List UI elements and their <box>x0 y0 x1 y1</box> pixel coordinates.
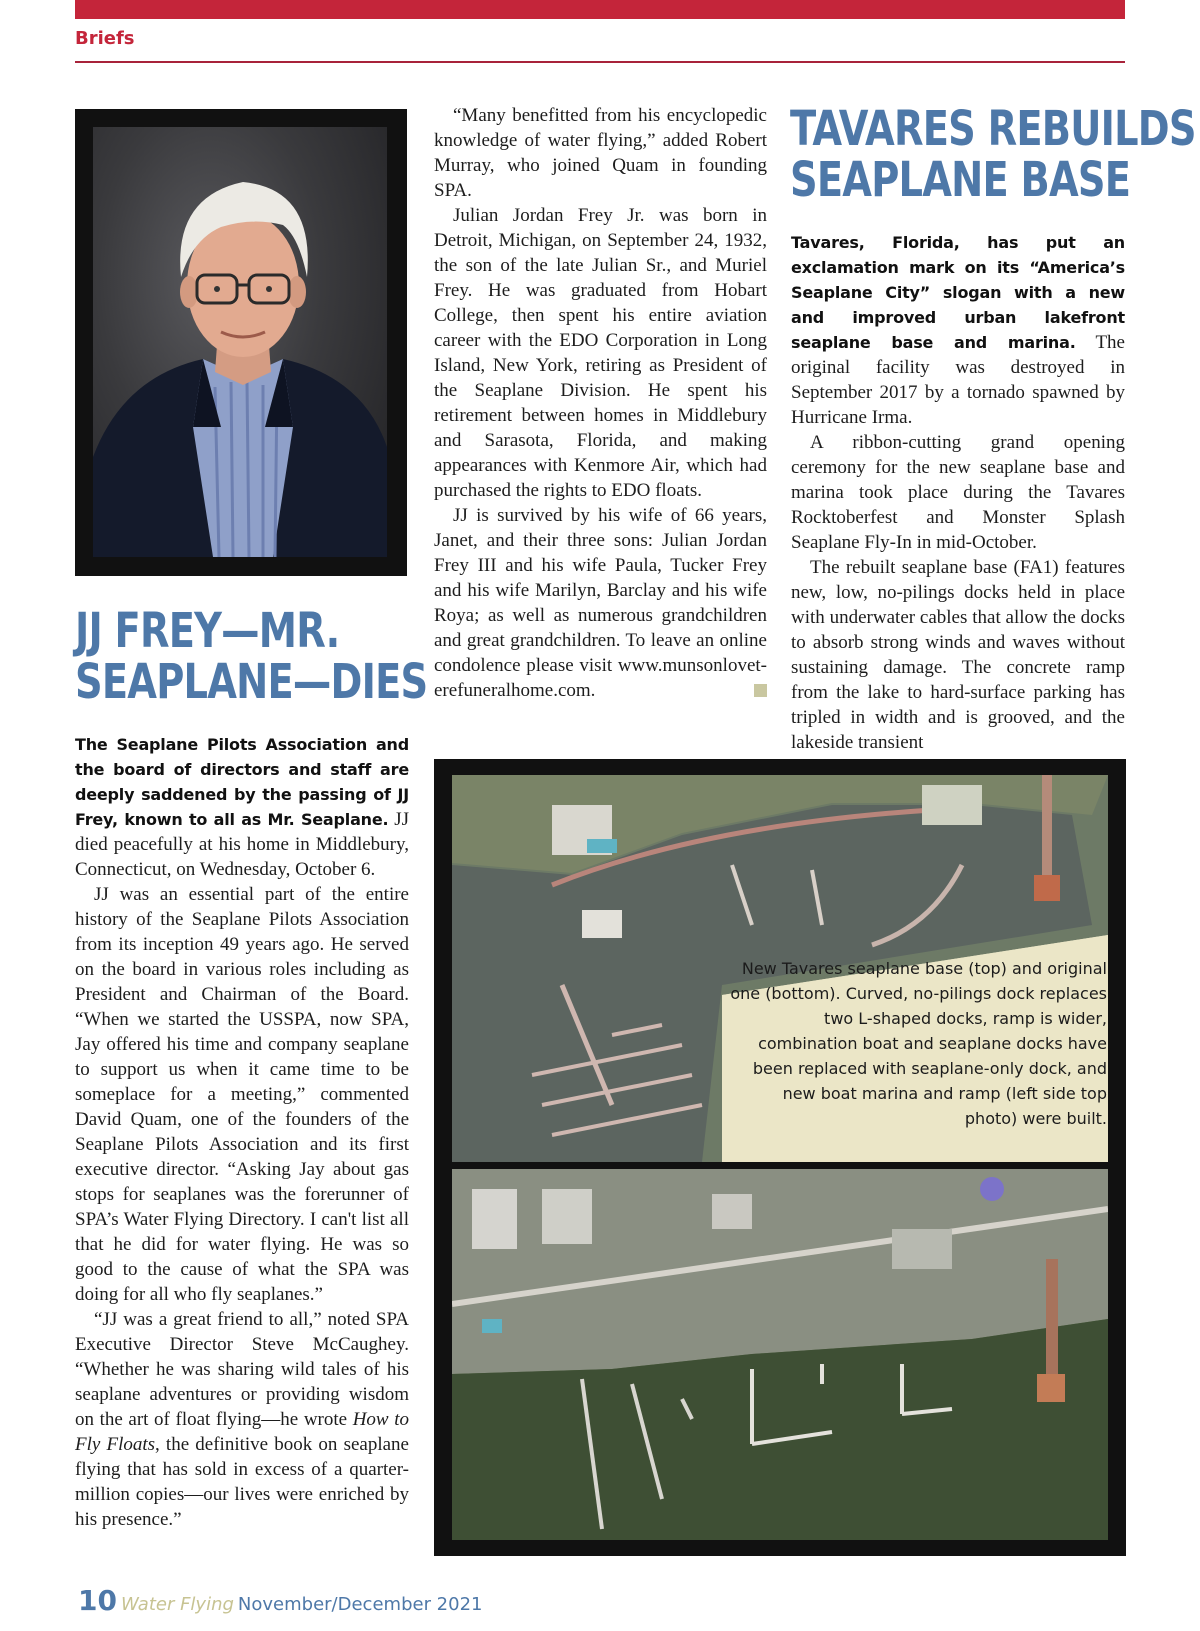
tavares-headline: TAVARES REBUILDS SEAPLANE BASE <box>790 101 1196 208</box>
book-title: How to Fly Floats <box>75 1409 409 1455</box>
portrait-illustration <box>93 127 387 557</box>
obituary-closing-text: JJ is survived by his wife of 66 years, Janet, and their three sons: Julian Jordan Frey III and his wife Paula, Tucker Frey and his wife Marilyn, Barclay and his wife Roya; as well as numerous grandchildren and great grandchildren. To leave an online condolence please visit www.munsonlovet-erefuneralhome.com. <box>434 505 767 701</box>
magazine-title: Water Flying <box>120 1594 234 1615</box>
tavares-lede-paragraph <box>791 230 1125 430</box>
obituary-lede-paragraph <box>75 732 409 882</box>
obituary-lede: The Seaplane Pilots Association and the board of directors and staff are deeply saddened by the passing of JJ Frey, known to all as Mr. Seaplane. <box>75 735 409 829</box>
obituary-paragraph: Julian Jordan Frey Jr. was born in Detroit, Michigan, on September 24, 1932, the son of the late Julian Sr., and Muriel Frey. He was graduated from Hobart College, then spent his entire aviation career with the EDO Corporation in Long Island, New York, retiring as President of the Seaplane Division. He spent his retirement between homes in Middlebury and Sarasota, Florida, and making appearances with Kenmore Air, which had purchased the rights to EDO floats. <box>434 205 767 501</box>
portrait-photo <box>75 109 407 576</box>
tavares-column <box>791 230 1125 755</box>
obituary-closing-paragraph <box>434 503 767 703</box>
section-label: Briefs <box>75 28 135 49</box>
tavares-paragraph: A ribbon-cutting grand opening ceremony for the new seaplane base and marina took place during the Tavares Rocktoberfest and Monster Splash Seaplane Fly-In in mid-October. <box>791 432 1125 553</box>
obituary-headline: JJ FREY—MR. SEAPLANE—DIES <box>75 603 428 710</box>
tavares-lede: Tavares, Florida, has put an exclamation mark on its “America’s Seaplane City” slogan with a new and improved urban lakefront seaplane base and marina. <box>791 233 1125 352</box>
tavares-paragraph: The rebuilt seaplane base (FA1) features new, low, no-pilings docks held in place with underwater cables that allow the docks to absorb strong winds and waves without sustaining damage. The concrete ramp from the lake to hard-surface parking has tripled in width and is grooved, and the lakeside transient <box>791 557 1125 753</box>
aerial-photo-figure <box>434 759 1126 1556</box>
obituary-quote-start: “JJ was a great friend to all,” noted SPA Executive Director Steve McCaughey. “Whether he was sharing wild tales of his seaplane adventures or providing wisdom on the art of float flying—he wrote <box>75 1309 409 1430</box>
obituary-quote-end: , the definitive book on seaplane flying that has sold in excess of a quarter-million copies—our lives were enriched by his presence.” <box>75 1434 409 1530</box>
figure-caption: New Tavares seaplane base (top) and original one (bottom). Curved, no-pilings dock replaces two L-shaped docks, ramp is wider, combination boat and seaplane docks have been replaced with seaplane-only dock, and new boat marina and ramp (left side top photo) were built. <box>730 959 1107 1128</box>
portrait-photo-icon <box>93 127 387 557</box>
top-accent-bar <box>75 0 1125 19</box>
obituary-paragraph: JJ was an essential part of the entire history of the Seaplane Pilots Association from its inception 49 years ago. He served on the board in various roles including as President and Chairman of the Board. “When we started the USSPA, now SPA, Jay offered his time and company seaplane to support us when it came time to be someplace for a meeting,” commented David Quam, one of the founders of the Seaplane Pilots Association and its first executive director. “Asking Jay about gas stops for seaplanes was the forerunner of SPA’s Water Flying Directory. I can't list all that he did for water flying. He was so good to the cause of what the SPA was doing for all who fly seaplanes.” <box>75 884 409 1305</box>
obituary-lede-tail: JJ died peacefully at his home in Middlebury, Connecticut, on Wednesday, October 6. <box>75 809 409 880</box>
end-of-article-icon <box>754 684 767 697</box>
section-divider <box>75 61 1125 63</box>
page-number: 10 <box>78 1584 117 1617</box>
obituary-quote-paragraph <box>75 1307 409 1532</box>
obituary-column-1 <box>75 732 409 1532</box>
aerial-photo-original-base <box>452 1169 1108 1540</box>
page-footer <box>78 1584 483 1617</box>
issue-date: November/December 2021 <box>237 1594 483 1615</box>
obituary-paragraph: “Many benefitted from his encyclopedic knowledge of water flying,” added Robert Murray, who joined Quam in founding SPA. <box>434 105 767 201</box>
aerial-photo-new-base <box>452 775 1108 1162</box>
tavares-lede-tail: The original facility was destroyed in September 2017 by a tornado spawned by Hurricane Irma. <box>791 332 1125 428</box>
obituary-column-2 <box>434 103 767 703</box>
aerial-map-original <box>452 1169 1108 1540</box>
